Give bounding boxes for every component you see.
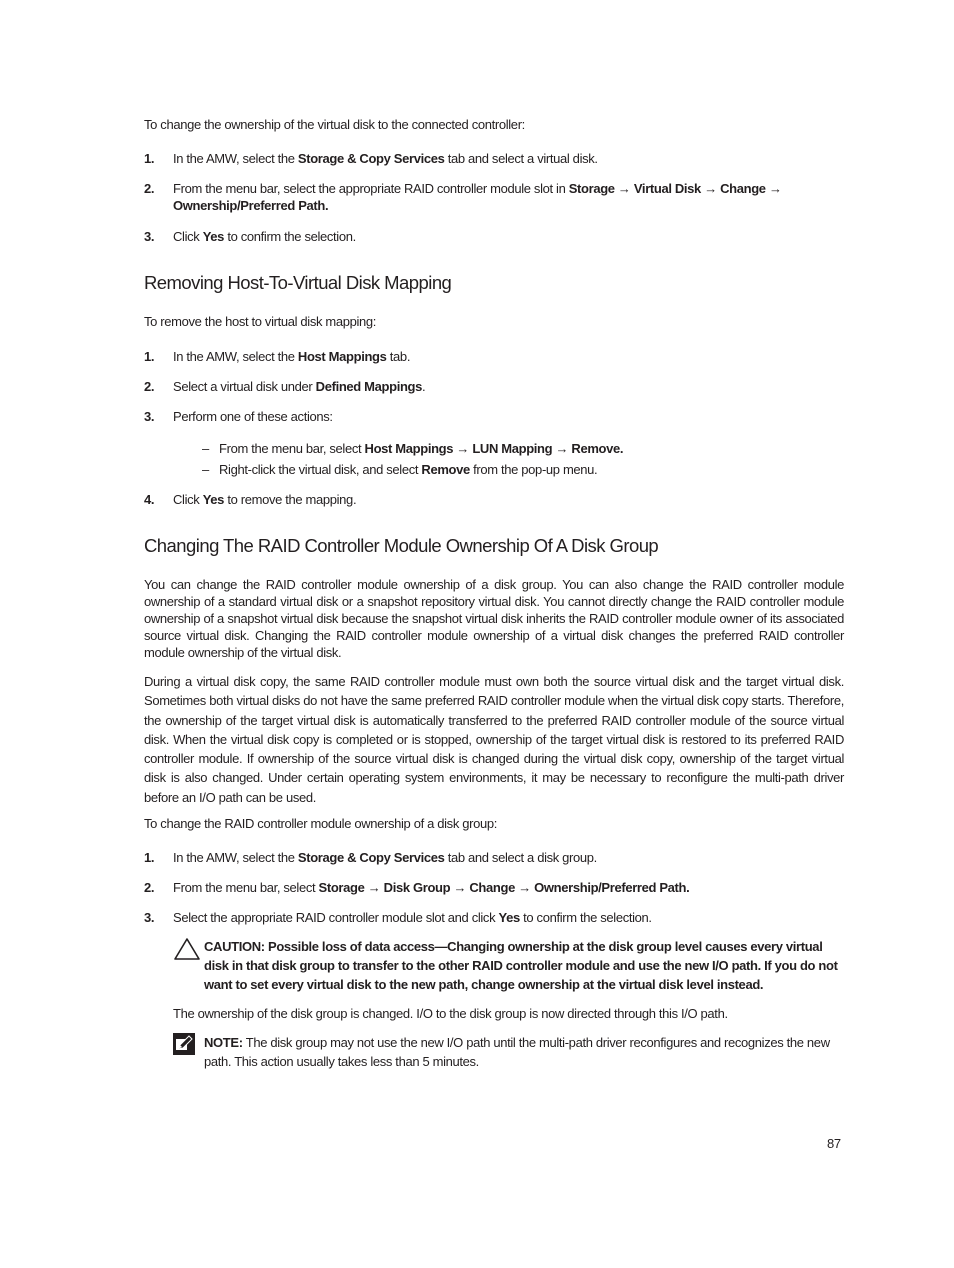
step-number: 1. bbox=[144, 349, 155, 364]
ui-label: Yes bbox=[202, 492, 225, 507]
ui-label: Defined Mappings bbox=[315, 379, 423, 394]
ui-label: Host Mappings bbox=[297, 349, 387, 364]
caution-text: CAUTION: Possible loss of data access—Changing ownership at the disk group level causes every virtual disk in that disk group to transfer to the other RAID controller module and use the new I/O path. If you do not want to set every virtual disk to the new path, change ownership at the virtual disk level instead. bbox=[204, 939, 838, 992]
ui-label: Storage → Virtual Disk → Change → Ownership/Preferred Path. bbox=[173, 181, 782, 213]
ui-label: Storage & Copy Services bbox=[297, 151, 445, 166]
page-number: 87 bbox=[827, 1136, 841, 1151]
caution-triangle-icon bbox=[173, 937, 199, 963]
s1-step-2: 2. From the menu bar, select the appropriate RAID controller module slot in Storage → Virtual Disk → Change → Ownership/Preferred Path. bbox=[144, 181, 782, 213]
ui-label: Host Mappings → LUN Mapping → Remove. bbox=[364, 441, 624, 456]
section-heading-host-mapping: Removing Host-To-Virtual Disk Mapping bbox=[144, 272, 452, 293]
note-text: NOTE: The disk group may not use the new I/O path until the multi-path driver reconfigures and recognizes the new path. This action usually takes less than 5 minutes. bbox=[204, 1035, 830, 1069]
note-notice bbox=[173, 1033, 841, 1073]
ui-label: Storage → Disk Group → Change → Ownership/Preferred Path. bbox=[318, 880, 690, 895]
section-heading-disk-group-ownership: Changing The RAID Controller Module Ownership Of A Disk Group bbox=[144, 535, 659, 556]
dash-bullet: – bbox=[202, 441, 209, 456]
step-number: 2. bbox=[144, 880, 155, 895]
ui-label: Yes bbox=[202, 229, 225, 244]
step-number: 3. bbox=[144, 409, 155, 424]
caution-notice bbox=[173, 937, 841, 997]
step-number: 1. bbox=[144, 151, 155, 166]
ui-label: Yes bbox=[498, 910, 520, 925]
step-number: 4. bbox=[144, 492, 155, 507]
ownership-intro: To change the ownership of the virtual disk to the connected controller: bbox=[144, 117, 525, 132]
step-number: 1. bbox=[144, 850, 155, 865]
host-mapping-intro: To remove the host to virtual disk mapping: bbox=[144, 314, 377, 329]
note-label: NOTE: bbox=[204, 1035, 243, 1050]
step-number: 3. bbox=[144, 910, 155, 925]
dash-bullet: – bbox=[202, 462, 209, 477]
note-pencil-icon bbox=[173, 1033, 199, 1059]
ui-label: Storage & Copy Services bbox=[297, 850, 445, 865]
disk-group-intro: To change the RAID controller module ownership of a disk group: bbox=[144, 816, 497, 831]
disk-group-paragraph-2: During a virtual disk copy, the same RAID controller module must own both the source virtual disk and the target virtual disk. Sometimes both virtual disks do not have the same preferred RAID controller module when the virtual disk copy starts. Therefore, the ownership of the target virtual disk is automatically transferred to the preferred RAID controller module of the source virtual disk. When the virtual disk copy is completed or is stopped, ownership of the target virtual disk is restored to its preferred RAID controller module. If ownership of the source virtual disk is changed during the virtual disk copy, ownership of the target virtual disk is also changed. Under certain operating system environments, it may be necessary to reconfigure the multi-path driver before an I/O path can be used. bbox=[144, 674, 844, 805]
disk-group-paragraph-1: You can change the RAID controller module ownership of a disk group. You can also change the RAID controller module ownership of a standard virtual disk or a snapshot repository virtual disk. You cannot directly change the RAID controller module ownership of a snapshot virtual disk because the snapshot virtual disk inherits the RAID controller module owner of its associated source virtual disk. Changing the RAID controller module ownership of a virtual disk changes the preferred RAID controller module ownership of the virtual disk. bbox=[144, 577, 844, 660]
step-number: 2. bbox=[144, 181, 155, 196]
step-number: 2. bbox=[144, 379, 155, 394]
ui-label: Remove bbox=[421, 462, 470, 477]
step-number: 3. bbox=[144, 229, 155, 244]
